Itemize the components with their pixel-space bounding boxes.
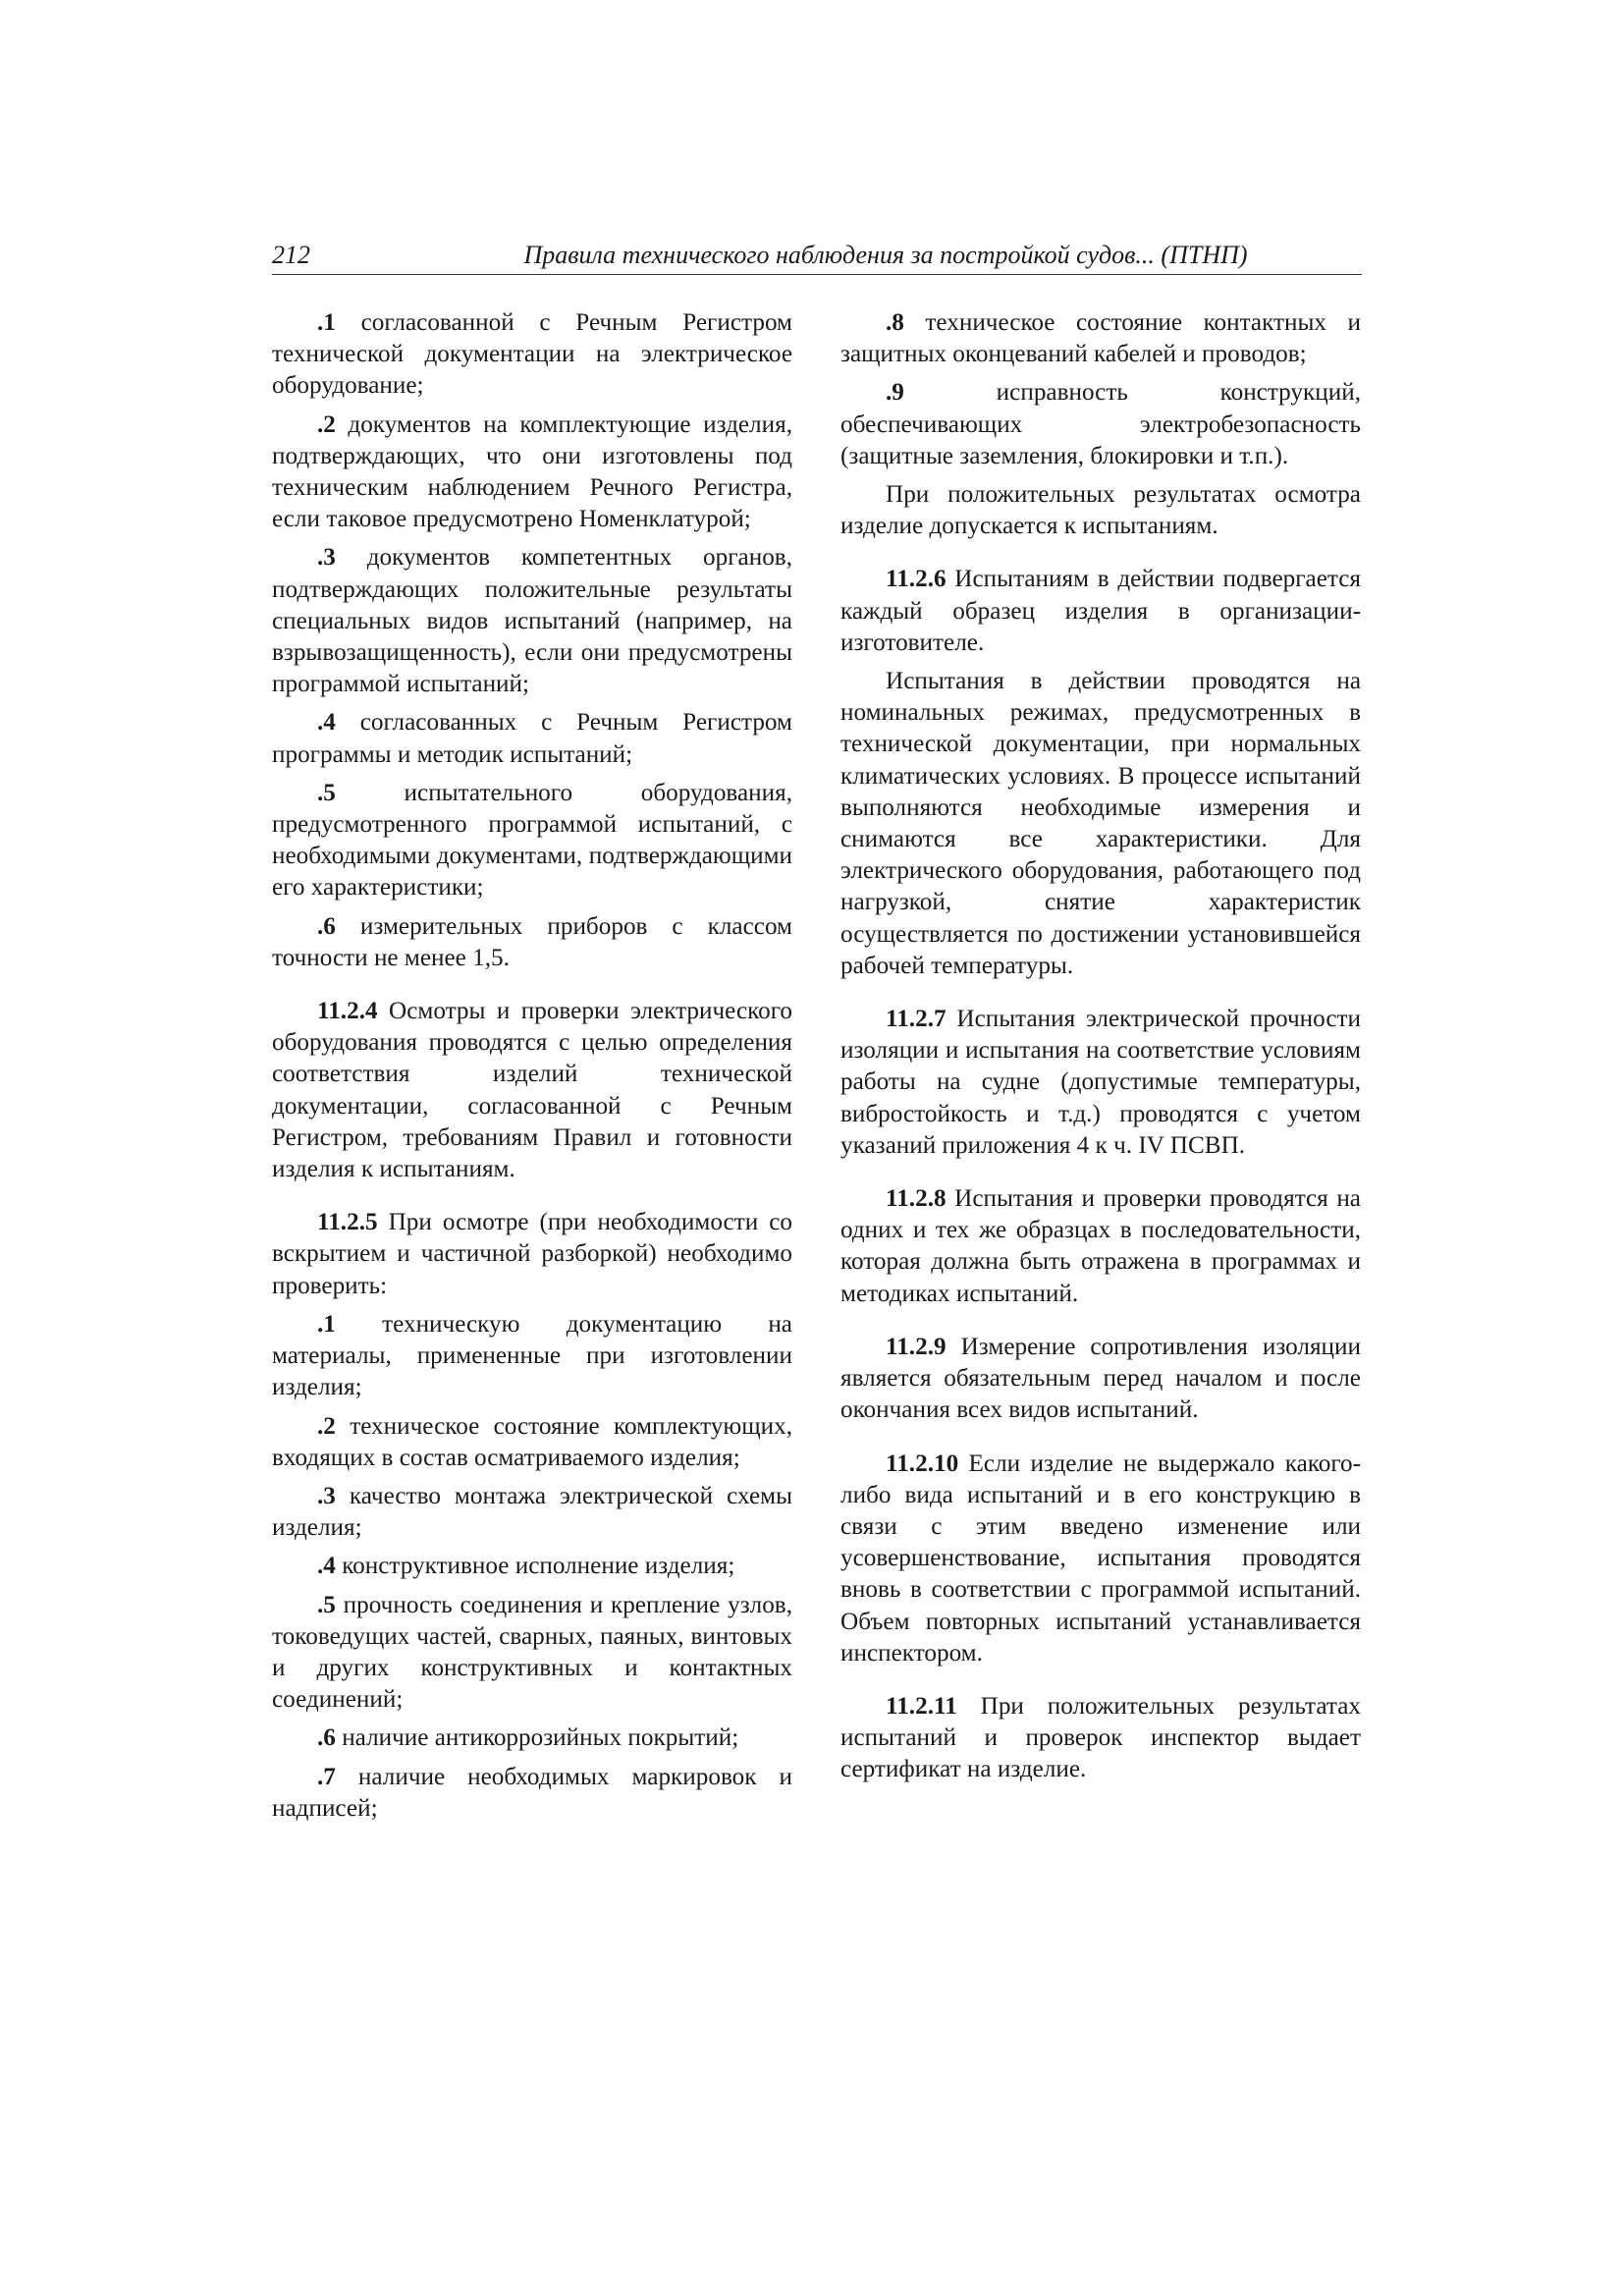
paragraph-text: Испытания и проверки проводятся на одних и тех же образцах в последовательности, которая должна быть отражена в программах и методиках испытаний. — [840, 1185, 1361, 1307]
section-paragraph — [840, 1004, 1361, 1162]
paragraph — [840, 479, 1361, 542]
paragraph — [272, 707, 792, 770]
paragraph-text: согласованной с Речным Регистром технической документации на электрическое оборудование; — [272, 309, 792, 400]
paragraph — [272, 1762, 792, 1825]
clause-number: .2 — [317, 410, 336, 438]
section-number: 11.2.10 — [886, 1449, 959, 1477]
paragraph-text: техническую документацию на материалы, примененные при изготовлении изделия; — [272, 1310, 792, 1401]
paragraph-text: Измерение сопротивления изоляции является обязательным перед началом и после окончания всех видов испытаний. — [840, 1333, 1361, 1424]
paragraph — [272, 1309, 792, 1404]
paragraph-text: Осмотры и проверки электрического оборудования проводятся с целью определения соответствия изделий технической документации, согласованной с Речным Регистром, требованиям Правил и готовности изделия к испытаниям. — [272, 998, 792, 1183]
section-paragraph — [840, 1183, 1361, 1310]
section-paragraph — [840, 1332, 1361, 1427]
clause-number: .1 — [317, 1310, 336, 1338]
running-header — [272, 239, 1362, 275]
paragraph-text: документов на комплектующие изделия, подтверждающих, что они изготовлены под техническим наблюдением Речного Регистра, если таковое предусмотрено Номенклатурой; — [272, 410, 792, 533]
paragraph — [272, 911, 792, 974]
paragraph-text: испытательного оборудования, предусмотренного программой испытаний, с необходимыми документами, подтверждающими его характеристики; — [272, 779, 792, 902]
paragraph — [272, 1590, 792, 1717]
clause-number: .6 — [317, 912, 336, 940]
clause-number: .6 — [317, 1724, 336, 1752]
paragraph-text: Испытания в действии проводятся на номинальных режимах, предусмотренных в технической документации, при нормальных климатических условиях. В процессе испытаний выполняются необходимые измерения и снимаются все характеристики. Для электрического оборудования, работающего под нагрузкой, снятие характеристик осуществляется по достижении установившейся рабочей температуры. — [840, 668, 1361, 979]
paragraph-text: согласованных с Речным Регистром программы и методик испытаний; — [272, 709, 792, 768]
clause-number: .3 — [317, 1482, 336, 1509]
paragraph-text: прочность соединения и крепление узлов, токоведущих частей, сварных, паяных, винтовых и других конструктивных и контактных соединений; — [272, 1591, 792, 1714]
clause-number: .1 — [317, 309, 336, 336]
clause-number: .4 — [317, 1553, 336, 1580]
section-paragraph — [840, 1691, 1361, 1786]
paragraph — [272, 1722, 792, 1754]
paragraph-text: конструктивное исполнение изделия; — [335, 1553, 735, 1580]
paragraph — [272, 410, 792, 536]
paragraph-text: При положительных результатах испытаний и проверок инспектор выдает сертификат на изделие. — [840, 1692, 1361, 1783]
paragraph-text: Если изделие не выдержало какого-либо вида испытаний и в его конструкцию в связи с этим введено изменение или усовершенствование, испытания проводятся вновь в соответствии с программой испытаний. Объем повторных испытаний устанавливается инспектором. — [840, 1449, 1361, 1667]
section-number: 11.2.9 — [886, 1333, 947, 1360]
section-number: 11.2.6 — [886, 566, 947, 593]
section-number: 11.2.11 — [886, 1692, 957, 1720]
paragraph-text: При осмотре (при необходимости со вскрытием и частичной разборкой) необходимо проверить: — [272, 1209, 792, 1299]
paragraph — [840, 666, 1361, 982]
clause-number: .3 — [317, 544, 336, 572]
paragraph-text: документов компетентных органов, подтверждающих положительные результаты специальных видов испытаний (например, на взрывозащищенность), если они предусмотрены программой испытаний; — [272, 544, 792, 698]
section-number: 11.2.7 — [886, 1006, 947, 1033]
paragraph — [840, 307, 1361, 370]
clause-number: .9 — [886, 379, 904, 407]
right-column — [840, 307, 1361, 1793]
paragraph-text: качество монтажа электрической схемы изделия; — [272, 1482, 792, 1542]
paragraph — [272, 1481, 792, 1544]
clause-number: .7 — [317, 1763, 336, 1790]
section-paragraph — [272, 996, 792, 1185]
clause-number: .4 — [317, 709, 336, 737]
section-number: 11.2.8 — [886, 1185, 947, 1213]
paragraph-text: исправность конструкций, обеспечивающих электробезопасность (защитные заземления, блокировки и т.п.). — [840, 379, 1361, 469]
clause-number: .5 — [317, 1591, 336, 1618]
paragraph — [840, 377, 1361, 472]
clause-number: .8 — [886, 309, 904, 336]
paragraph — [272, 307, 792, 403]
paragraph-text: техническое состояние комплектующих, входящих в состав осматриваемого изделия; — [272, 1412, 792, 1471]
section-number: 11.2.4 — [317, 998, 378, 1025]
paragraph-text: Испытаниям в действии подвергается каждый образец изделия в организации-изготовителе. — [840, 566, 1361, 656]
paragraph-text: измерительных приборов с классом точности не менее 1,5. — [272, 912, 792, 971]
paragraph-text: наличие необходимых маркировок и надписей; — [272, 1763, 792, 1822]
paragraph — [272, 778, 792, 904]
section-paragraph — [840, 1449, 1361, 1669]
paragraph-text: Испытания электрической прочности изоляции и испытания на соответствие условиям работы на судне (допустимые температуры, вибростойкость и т.д.) проводятся с учетом указаний приложения 4 к ч. IV ПСВП. — [840, 1006, 1361, 1159]
paragraph-text: наличие антикоррозийных покрытий; — [335, 1724, 739, 1752]
running-title: Правила технического наблюдения за постройкой судов... (ПТНП) — [523, 241, 1248, 269]
paragraph — [272, 1551, 792, 1582]
clause-number: .5 — [317, 779, 336, 806]
paragraph-text: При положительных результатах осмотра изделие допускается к испытаниям. — [840, 481, 1361, 540]
paragraph — [272, 1411, 792, 1474]
page-number: 212 — [272, 241, 310, 269]
section-paragraph — [272, 1207, 792, 1302]
paragraph-text: техническое состояние контактных и защитных оконцеваний кабелей и проводов; — [840, 309, 1361, 368]
section-paragraph — [840, 564, 1361, 659]
clause-number: .2 — [317, 1412, 336, 1440]
paragraph — [272, 542, 792, 700]
left-column — [272, 307, 792, 1831]
section-number: 11.2.5 — [317, 1209, 378, 1236]
